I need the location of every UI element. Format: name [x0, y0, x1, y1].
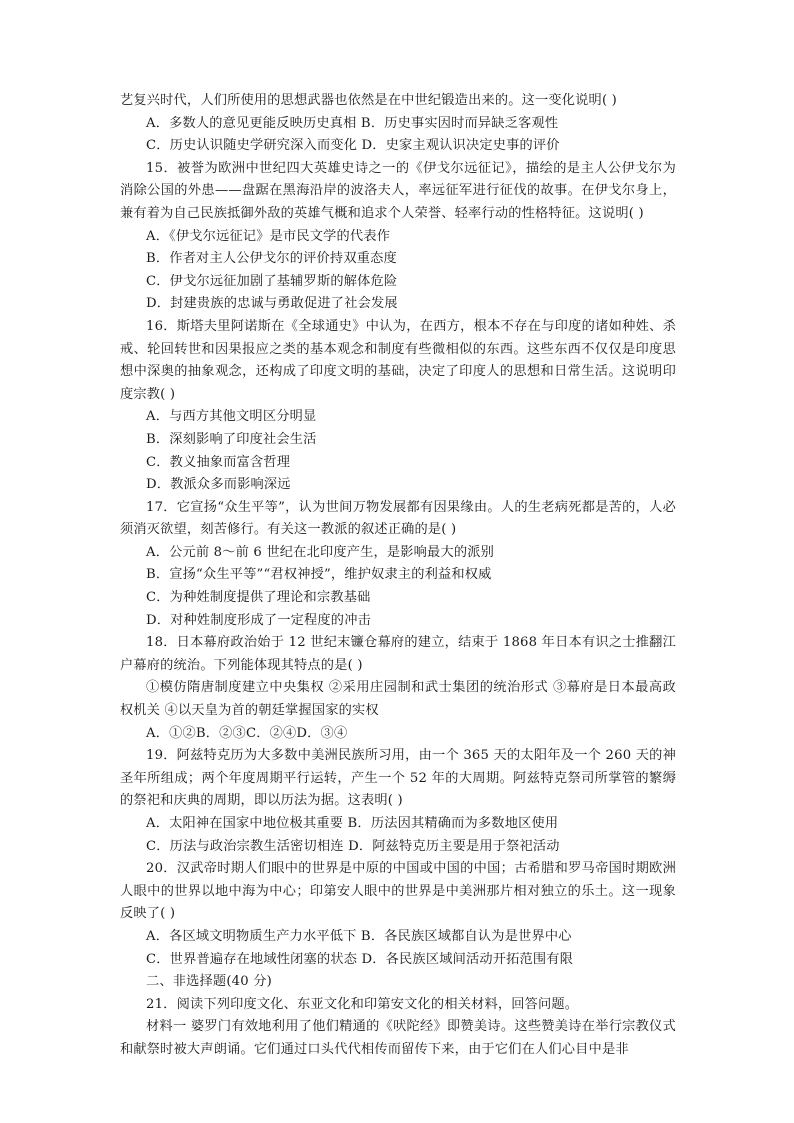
continued-question-text: 艺复兴时代，人们所使用的思想武器也依然是在中世纪锻造出来的。这一变化说明( ): [120, 93, 618, 108]
q17-option-d: D．对种姓制度形成了一定程度的冲击: [146, 612, 371, 628]
q19-options-cd: C．历法与政治宗教生活密切相连 D．阿兹特克历主要是用于祭祀活动: [146, 838, 560, 854]
question-15: 15．被誉为欧洲中世纪四大英雄史诗之一的《伊戈尔远征记》，描绘的是主人公伊戈尔为消除公国的外患——盘踞在黑海沿岸的波洛夫人，率远征军进行征伐的故事。在伊戈尔身上，兼有着为自己民族抵御外敌的英雄气概和追求个人荣誉、轻率行动的性格特征。这说明( ): [120, 160, 676, 221]
q16-option-a: A．与西方其他文明区分明显: [146, 409, 317, 425]
q16-option-c: C．教义抽象而富含哲理: [146, 454, 291, 470]
q18-items: ①模仿隋唐制度建立中央集权 ②采用庄园制和武士集团的统治形式 ③幕府是日本最高政权机关 ④以天皇为首的朝廷掌握国家的实权: [120, 680, 676, 719]
q20-options-cd: C．世界普遍存在地域性闭塞的状态 D．各民族区域间活动开拓范围有限: [146, 951, 574, 967]
question-16: 16．斯塔夫里阿诺斯在《全球通史》中认为，在西方，根本不存在与印度的诸如种姓、杀戒、轮回转世和因果报应之类的基本观念和制度有些微相似的东西。这些东西不仅仅是印度思想中深奥的抽象观念，还构成了印度文明的基础，决定了印度人的思想和日常生活。这说明印度宗教( ): [120, 318, 676, 402]
q15-option-b: B．作者对主人公伊戈尔的评价持双重态度: [146, 251, 397, 267]
q15-option-a: A．《伊戈尔远征记》是市民文学的代表作: [146, 228, 391, 244]
q17-option-a: A．公元前 8～前 6 世纪在北印度产生，是影响最大的派别: [146, 544, 494, 560]
q19-options-ab: A．太阳神在国家中地位极其重要 B．历法因其精确而为多数地区使用: [146, 816, 559, 831]
question-17: 17．它宣扬“众生平等”，认为世间万物发展都有因果缘由。人的生老病死都是苦的，人必须消灭欲望，刻苦修行。有关这一教派的叙述正确的是( ): [120, 499, 676, 538]
material-one: 材料一 婆罗门有效地利用了他们精通的《吠陀经》即赞美诗。这些赞美诗在举行宗教仪式和献祭时被大声朗诵。它们通过口头代代相传而留传下来，由于它们在人们心目中是非: [120, 1019, 676, 1057]
q15-option-d: D．封建贵族的忠诚与勇敢促进了社会发展: [146, 296, 398, 312]
q14-options-ab: A．多数人的意见更能反映历史真相 B．历史事实因时而异缺乏客观性: [146, 115, 559, 131]
document-page: [120, 90, 676, 1062]
q17-option-b: B．宣扬“众生平等”“君权神授”，维护奴隶主的利益和权威: [146, 567, 492, 583]
section-heading: 二、非选择题(40 分): [146, 974, 272, 990]
question-18: 18．日本幕府政治始于 12 世纪末镰仓幕府的建立，结束于 1868 年日本有识之士推翻江户幕府的统治。下列能体现其特点的是( ): [120, 635, 676, 673]
question-21: 21．阅读下列印度文化、东亚文化和印第安文化的相关材料，回答问题。: [146, 996, 579, 1012]
q20-options-ab: A．各区域文明物质生产力水平低下 B．各民族区域都自认为是世界中心: [146, 928, 572, 944]
q16-option-d: D．教派众多而影响深远: [146, 477, 291, 493]
q18-options: A．①②B．②③C．②④D．③④: [146, 725, 348, 741]
q17-option-c: C．为种姓制度提供了理论和宗教基础: [146, 590, 371, 606]
question-19: 19．阿兹特克历为大多数中美洲民族所习用，由一个 365 天的太阳年及一个 260 天的神圣年所组成；两个年度周期平行运转，产生一个 52 年的大周期。阿兹特克祭司所掌管的繁缛的祭祀和庆典的周期，即以历法为据。这表明( ): [120, 748, 676, 809]
question-20: 20．汉武帝时期人们眼中的世界是中原的中国或中国的中国；古希腊和罗马帝国时期欧洲人眼中的世界以地中海为中心；印第安人眼中的世界是中美洲那片相对独立的乐土。这一现象反映了( ): [120, 861, 676, 922]
q16-option-b: B．深刻影响了印度社会生活: [146, 431, 317, 447]
q15-option-c: C．伊戈尔远征加剧了基辅罗斯的解体危险: [146, 273, 398, 289]
q14-options-cd: C．历史认识随史学研究深入而变化 D．史家主观认识决定史事的评价: [146, 138, 560, 154]
